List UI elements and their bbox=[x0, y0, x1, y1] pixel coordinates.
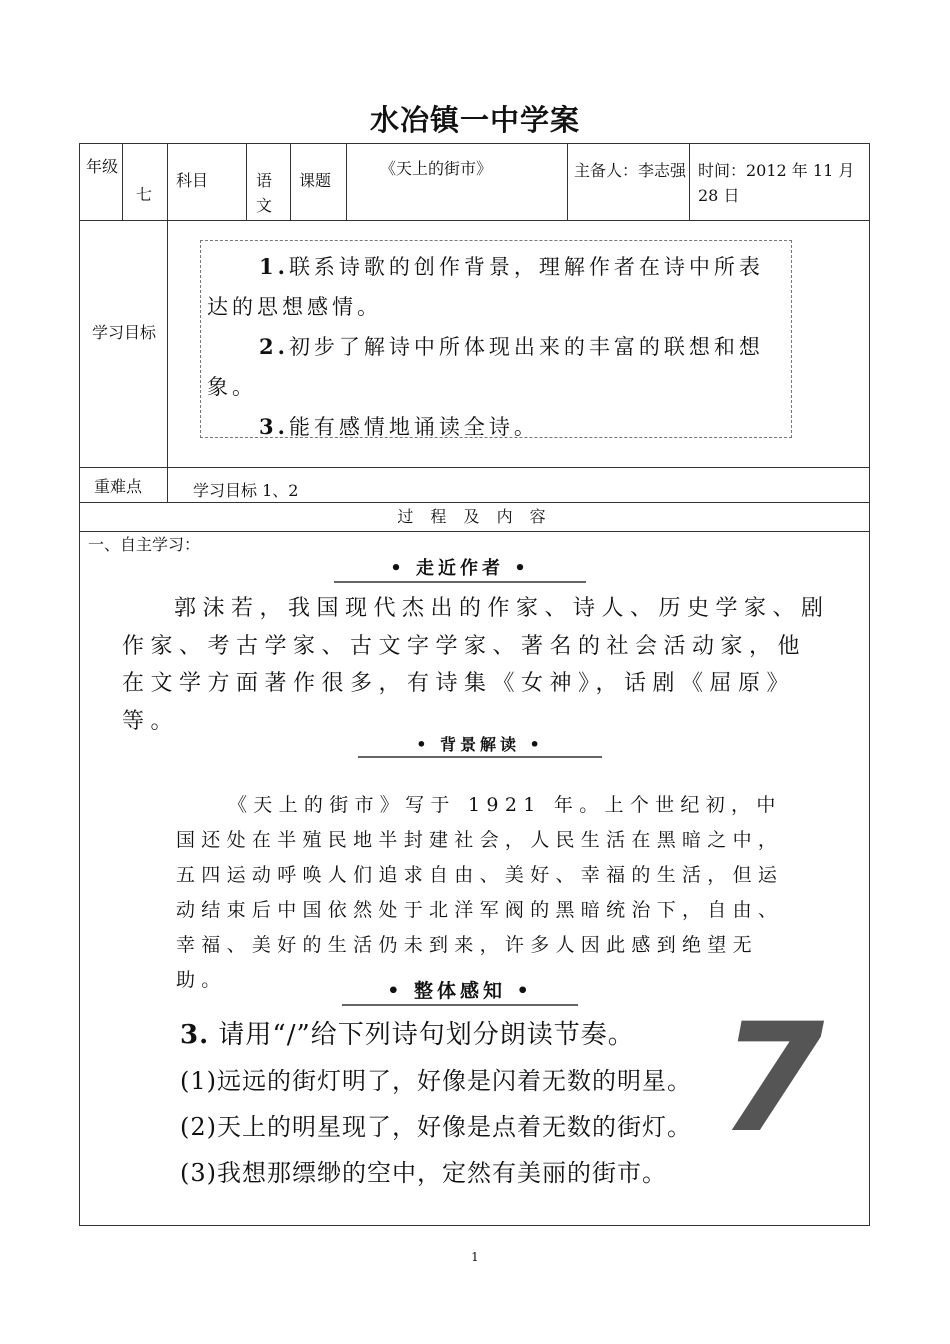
author-section-title: • 走近作者 • bbox=[334, 557, 586, 583]
preparer: 主备人：李志强 bbox=[574, 161, 687, 180]
poem-line: (3)我想那缥缈的空中，定然有美丽的街市。 bbox=[180, 1159, 667, 1187]
goal-item: 1.联系诗歌的创作背景，理解作者在诗中所表达的思想感情。 bbox=[207, 254, 764, 319]
overall-section-title: • 整体感知 • bbox=[342, 978, 578, 1006]
col-divider bbox=[689, 144, 690, 220]
process-header: 过 程 及 内 容 bbox=[397, 507, 552, 526]
subject-label: 科目 bbox=[176, 171, 209, 190]
col-divider bbox=[290, 144, 291, 220]
goals-box bbox=[200, 240, 792, 438]
key-points-label: 重难点 bbox=[94, 477, 143, 496]
author-text: 郭沫若，我国现代杰出的作家、诗人、历史学家、剧作家、考古学家、古文字学家、著名的社会活动家，他在文学方面著作很多，有诗集《女神》，话剧《屈原》等。 bbox=[122, 596, 830, 734]
page-title: 水冶镇一中学案 bbox=[369, 103, 580, 137]
background-text: 《天上的街市》写于 1921 年。上个世纪初，中国还处在半殖民地半封建社会，人民生活在黑暗之中，五四运动呼唤人们追求自由、美好、幸福的生活，但运动结束后中国依然处于北洋军阀的黑暗统治下，自由、幸福、美好的生活仍未到来，许多人因此感到绝望无助。 bbox=[176, 794, 784, 991]
question: 3. 请用“/”给下列诗句划分朗读节奏。 bbox=[180, 1020, 635, 1050]
col-divider bbox=[246, 144, 247, 220]
page-number: 1 bbox=[471, 1250, 479, 1264]
poem-line: (1)远远的街灯明了，好像是闪着无数的明星。 bbox=[180, 1067, 692, 1095]
col-divider bbox=[567, 144, 568, 220]
grade-value: 七 bbox=[136, 185, 153, 204]
goal-item: 3.能有感情地诵读全诗。 bbox=[259, 414, 539, 439]
subject-value: 语文 bbox=[256, 171, 273, 215]
row-divider bbox=[80, 220, 869, 221]
lesson-table bbox=[79, 143, 870, 1226]
goals-label: 学习目标 bbox=[91, 323, 156, 342]
poem-line: (2)天上的明星现了，好像是点着无数的街灯。 bbox=[180, 1113, 692, 1141]
key-points-value: 学习目标 1、2 bbox=[193, 481, 299, 500]
col-divider bbox=[346, 144, 347, 220]
background-section-title: • 背景解读 • bbox=[358, 734, 602, 758]
self-study-heading: 一、自主学习： bbox=[88, 535, 201, 554]
time: 时间：2012 年 11 月28 日 bbox=[698, 161, 855, 205]
col-divider bbox=[167, 144, 168, 502]
goal-item: 2.初步了解诗中所体现出来的丰富的联想和想象。 bbox=[207, 334, 764, 399]
seven-watermark-icon: 7 bbox=[720, 992, 825, 1166]
col-divider bbox=[122, 144, 123, 220]
grade-label: 年级 bbox=[86, 157, 119, 176]
row-divider bbox=[80, 467, 869, 468]
topic-value: 《天上的街市》 bbox=[380, 159, 493, 178]
topic-label: 课题 bbox=[299, 171, 332, 190]
